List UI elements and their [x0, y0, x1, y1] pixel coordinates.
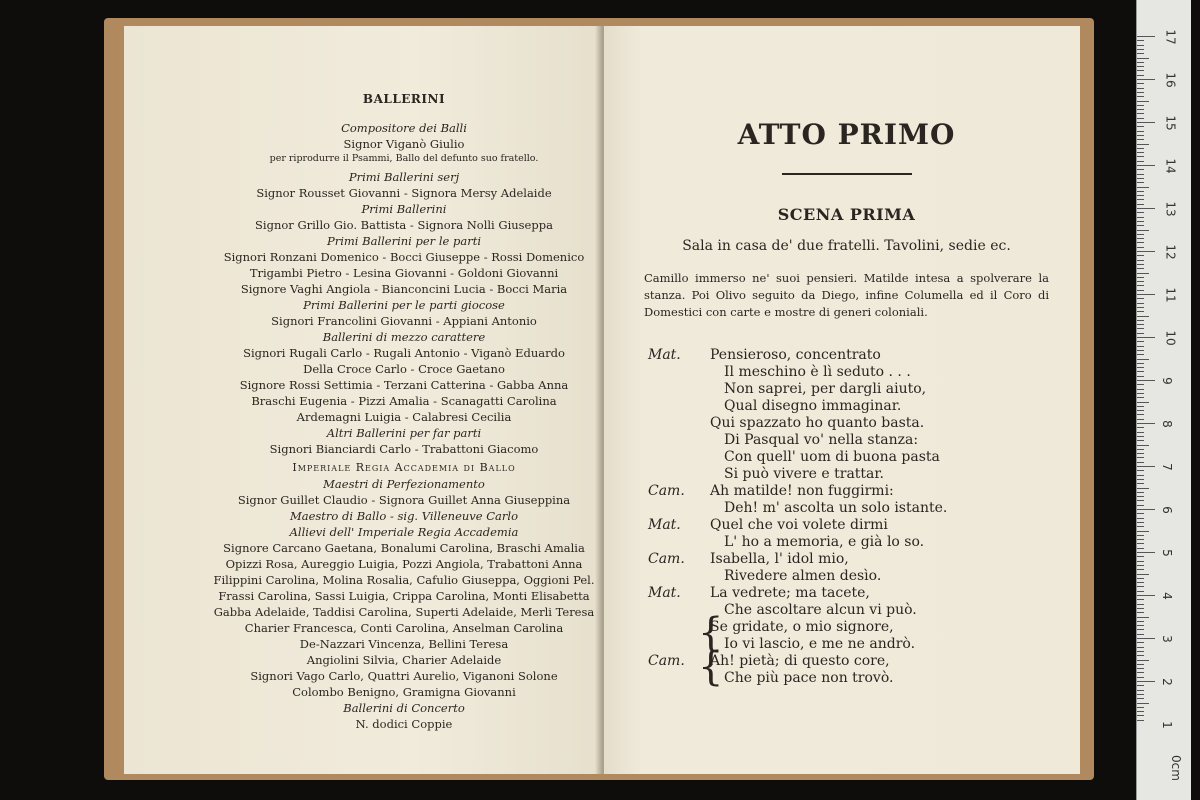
ruler-tick [1137, 311, 1144, 312]
ruler-tick [1137, 668, 1144, 669]
ruler-tick [1137, 518, 1144, 519]
ruler-tick [1137, 79, 1155, 80]
ruler-tick [1137, 711, 1144, 712]
ruler-tick [1137, 264, 1144, 265]
ruler-tick [1137, 608, 1144, 609]
ruler-tick [1137, 715, 1144, 716]
ruler-tick [1137, 260, 1144, 261]
verse-text: Pensieroso, concentrato [710, 347, 881, 363]
ruler-tick [1137, 578, 1144, 579]
ruler-tick [1137, 535, 1144, 536]
ruler-tick [1137, 591, 1144, 592]
ruler-tick [1137, 144, 1149, 145]
ruler-tick [1137, 539, 1144, 540]
ruler-tick [1137, 156, 1144, 157]
section-label: Primi Ballerini serj [348, 170, 460, 184]
ruler-tick [1137, 522, 1144, 523]
section-label: Compositore dei Balli [341, 121, 467, 135]
ruler-tick [1137, 367, 1144, 368]
ruler-number: 4 [1159, 592, 1174, 600]
scene-title: SCENA PRIMA [777, 205, 916, 224]
ruler-tick [1137, 75, 1144, 76]
ruler-tick [1137, 457, 1144, 458]
ruler-tick [1137, 531, 1149, 532]
ruler-tick [1137, 363, 1144, 364]
ruler-tick [1137, 208, 1155, 209]
verse-line [644, 449, 1049, 466]
ruler-number: 10 [1163, 330, 1178, 346]
ruler-tick [1137, 105, 1144, 106]
ruler-tick [1137, 509, 1155, 510]
speaker-label: Mat. [648, 517, 681, 533]
ruler-tick [1137, 70, 1144, 71]
ruler-tick [1137, 488, 1149, 489]
title-rule [782, 173, 912, 175]
ruler-tick [1137, 199, 1144, 200]
ruler-tick [1137, 290, 1144, 291]
ruler-tick [1137, 62, 1144, 63]
ruler-tick [1137, 230, 1149, 231]
verse-text: Isabella, l' idol mio, [710, 551, 849, 567]
ruler-tick [1137, 445, 1149, 446]
section-label: Altri Ballerini per far parti [326, 426, 482, 440]
speaker-label: Cam. [648, 551, 685, 567]
academy-heading: Imperiale Regia Accademia di Ballo [292, 461, 516, 474]
cast-line: Signori Rugali Carlo - Rugali Antonio - Viganò Eduardo [243, 346, 565, 360]
cast-line: Signor Viganò Giulio [343, 137, 465, 151]
ruler-tick [1137, 273, 1149, 274]
ruler-tick [1137, 625, 1144, 626]
verse-text: Se gridate, o mio signore, [710, 619, 894, 635]
ruler-tick [1137, 328, 1144, 329]
verse-line [644, 398, 1049, 415]
section-label: Primi Ballerini per le parti [326, 234, 481, 248]
ruler-tick [1137, 393, 1144, 394]
ruler-tick [1137, 466, 1155, 467]
verse-text: Il meschino è lì seduto . . . [724, 364, 911, 380]
ruler-tick [1137, 423, 1155, 424]
ruler-tick [1137, 681, 1155, 682]
ruler-tick [1137, 234, 1144, 235]
ruler-tick [1137, 651, 1144, 652]
ruler-tick [1137, 221, 1144, 222]
ruler-tick [1137, 604, 1144, 605]
measuring-ruler [1136, 0, 1191, 800]
ruler-tick [1137, 88, 1144, 89]
verse-text: Qui spazzato ho quanto basta. [710, 415, 925, 431]
ruler-tick [1137, 96, 1144, 97]
right-page [604, 26, 1080, 774]
ruler-number: 12 [1163, 244, 1178, 260]
ruler-tick [1137, 432, 1144, 433]
ruler-tick [1137, 109, 1144, 110]
verse-text: Non saprei, per dargli aiuto, [724, 381, 927, 397]
ruler-tick [1137, 36, 1155, 37]
stage-direction: Camillo immerso ne' suoi pensieri. Matilde intesa a spolverare la stanza. Poi Olivo seguito da Diego, infine Columella ed il Coro di Domestici con carte e mostre di generi coloniali. [644, 271, 1049, 319]
ruler-tick [1137, 462, 1144, 463]
ruler-tick [1137, 174, 1144, 175]
ruler-tick [1137, 281, 1144, 282]
left-page [124, 26, 608, 774]
ruler-tick [1137, 217, 1144, 218]
ruler-tick [1137, 187, 1149, 188]
ruler-tick [1137, 410, 1144, 411]
ruler-tick [1137, 677, 1144, 678]
ruler-number: 0cm [1168, 755, 1183, 781]
ruler-tick [1137, 595, 1155, 596]
verse-text: Ah matilde! non fuggirmi: [710, 483, 894, 499]
section-label: Ballerini di Concerto [343, 701, 465, 715]
ruler-tick [1137, 440, 1144, 441]
cast-line: N. dodici Coppie [355, 717, 453, 731]
ruler-tick [1137, 389, 1144, 390]
ruler-tick [1137, 255, 1144, 256]
cast-line: Signori Francolini Giovanni - Appiani Antonio [271, 314, 537, 328]
ruler-number: 7 [1159, 463, 1174, 471]
cast-line: Charier Francesca, Conti Carolina, Anselman Carolina [244, 621, 564, 635]
ruler-tick [1137, 397, 1144, 398]
ruler-number: 1 [1159, 721, 1174, 729]
section-label: Primi Ballerini per le parti giocose [303, 298, 505, 312]
ruler-tick [1137, 242, 1144, 243]
cast-line: Signori Bianciardi Carlo - Trabattoni Giacomo [269, 442, 539, 456]
ruler-tick [1137, 66, 1144, 67]
ruler-tick [1137, 492, 1144, 493]
ruler-tick [1137, 324, 1144, 325]
cast-line: Signor Rousset Giovanni - Signora Mersy Adelaide [256, 186, 552, 200]
brace-mark: { [698, 644, 724, 690]
ruler-tick [1137, 414, 1144, 415]
ruler-tick [1137, 402, 1149, 403]
ruler-tick [1137, 548, 1144, 549]
verse-text: Che più pace non trovò. [724, 670, 894, 686]
ruler-tick [1137, 586, 1144, 587]
verse-line [644, 415, 1049, 432]
cast-line: Ardemagni Luigia - Calabresi Cecilia [296, 410, 512, 424]
ruler-tick [1137, 178, 1144, 179]
ruler-number: 17 [1163, 29, 1178, 45]
ruler-tick [1137, 470, 1144, 471]
ruler-tick [1137, 642, 1144, 643]
ruler-tick [1137, 148, 1144, 149]
ruler-tick [1137, 268, 1144, 269]
ruler-tick [1137, 251, 1155, 252]
ruler-tick [1137, 655, 1144, 656]
ruler-tick [1137, 453, 1144, 454]
ruler-tick [1137, 131, 1144, 132]
ruler-tick [1137, 45, 1144, 46]
ruler-tick [1137, 83, 1144, 84]
ruler-tick [1137, 307, 1144, 308]
verse-text: L' ho a memoria, e già lo so. [724, 534, 925, 550]
brace-mark: { [698, 610, 724, 656]
ruler-tick [1137, 483, 1144, 484]
ruler-tick [1137, 599, 1144, 600]
ruler-tick [1137, 161, 1144, 162]
verse-line [644, 432, 1049, 449]
ruler-tick [1137, 694, 1144, 695]
ruler-tick [1137, 496, 1144, 497]
ruler-tick [1137, 672, 1144, 673]
ruler-tick [1137, 350, 1144, 351]
ruler-tick [1137, 113, 1144, 114]
ruler-number: 11 [1163, 287, 1178, 303]
ruler-tick [1137, 354, 1144, 355]
cast-line: Trigambi Pietro - Lesina Giovanni - Goldoni Giovanni [249, 266, 559, 280]
ruler-tick [1137, 419, 1144, 420]
ruler-tick [1137, 212, 1144, 213]
ruler-tick [1137, 316, 1149, 317]
ruler-tick [1137, 376, 1144, 377]
ruler-tick [1137, 406, 1144, 407]
ruler-tick [1137, 698, 1144, 699]
ruler-number: 8 [1159, 420, 1174, 428]
scene-setting: Sala in casa de' due fratelli. Tavolini, sedie ec. [682, 238, 1011, 254]
ruler-tick [1137, 380, 1155, 381]
verse-text: Si può vivere e trattar. [724, 466, 884, 482]
ruler-tick [1137, 384, 1144, 385]
verse-line [644, 568, 1049, 585]
ruler-tick [1137, 303, 1144, 304]
ruler-tick [1137, 565, 1144, 566]
ruler-tick [1137, 191, 1144, 192]
ruler-tick [1137, 561, 1144, 562]
ruler-tick [1137, 427, 1144, 428]
ruler-tick [1137, 513, 1144, 514]
ruler-tick [1137, 526, 1144, 527]
cast-line: Signore Carcano Gaetana, Bonalumi Carolina, Braschi Amalia [223, 541, 585, 555]
cast-line: Angiolini Silvia, Charier Adelaide [306, 653, 502, 667]
cast-line: Della Croce Carlo - Croce Gaetano [303, 362, 505, 376]
ruler-tick [1137, 449, 1144, 450]
verse-line [644, 466, 1049, 483]
ruler-number: 13 [1163, 201, 1178, 217]
ruler-tick [1137, 277, 1144, 278]
cast-line: Braschi Eugenia - Pizzi Amalia - Scanagatti Carolina [251, 394, 557, 408]
cast-line: Signori Vago Carlo, Quattri Aurelio, Viganoni Solone [250, 669, 558, 683]
ruler-tick [1137, 703, 1149, 704]
verse-line [644, 381, 1049, 398]
ruler-tick [1137, 285, 1144, 286]
ruler-tick [1137, 126, 1144, 127]
cast-line: Frassi Carolina, Sassi Luigia, Crippa Carolina, Monti Elisabetta [218, 589, 590, 603]
verse-line [644, 500, 1049, 517]
verse-text: Ah! pietà; di questo core, [710, 653, 890, 669]
verse-text: Con quell' uom di buona pasta [724, 449, 940, 465]
verse-line [644, 483, 1049, 500]
cast-line: Colombo Benigno, Gramigna Giovanni [292, 685, 516, 699]
ruler-tick [1137, 40, 1144, 41]
speaker-label: Mat. [648, 585, 681, 601]
left-page-text [194, 92, 614, 732]
ruler-tick [1137, 479, 1144, 480]
ruler-tick [1137, 135, 1144, 136]
verse-line [644, 551, 1049, 568]
ruler-tick [1137, 204, 1144, 205]
speaker-label: Cam. [648, 653, 685, 669]
verse-text: Io vi lascio, e me ne andrò. [724, 636, 916, 652]
ruler-tick [1137, 169, 1144, 170]
ruler-tick [1137, 569, 1144, 570]
cast-line: Signori Ronzani Domenico - Bocci Giuseppe - Rossi Domenico [223, 250, 585, 264]
verse-line [644, 364, 1049, 381]
section-label: Primi Ballerini [361, 202, 447, 216]
ruler-tick [1137, 294, 1155, 295]
ruler-tick [1137, 436, 1144, 437]
ruler-number: 14 [1163, 158, 1178, 174]
ruler-tick [1137, 49, 1144, 50]
ruler-tick [1137, 359, 1149, 360]
verse-line [644, 585, 1049, 602]
cast-line: Signor Grillo Gio. Battista - Signora Nolli Giuseppa [255, 218, 553, 232]
ruler-tick [1137, 621, 1144, 622]
ruler-tick [1137, 685, 1144, 686]
cast-line: Filippini Carolina, Molina Rosalia, Cafulio Giuseppa, Oggioni Pel. [213, 573, 595, 587]
verse-line [644, 517, 1049, 534]
ruler-tick [1137, 556, 1144, 557]
ruler-number: 16 [1163, 72, 1178, 88]
dialogue [644, 347, 1049, 690]
ruler-tick [1137, 238, 1144, 239]
ruler-tick [1137, 371, 1144, 372]
right-page-text [644, 118, 1049, 690]
verse-line [644, 534, 1049, 551]
ruler-tick [1137, 634, 1144, 635]
verse-text: Quel che voi volete dirmi [710, 517, 888, 533]
cast-line: Gabba Adelaide, Taddisi Carolina, Superti Adelaide, Merli Teresa [213, 605, 595, 619]
ruler-tick [1137, 690, 1144, 691]
verse-text: Di Pasqual vo' nella stanza: [724, 432, 919, 448]
ruler-tick [1137, 182, 1144, 183]
speaker-label: Mat. [648, 347, 681, 363]
ruler-tick [1137, 629, 1144, 630]
ruler-tick [1137, 617, 1149, 618]
ruler-tick [1137, 720, 1144, 721]
ruler-tick [1137, 92, 1144, 93]
ruler-tick [1137, 337, 1155, 338]
ruler-number: 3 [1159, 635, 1174, 643]
ruler-tick [1137, 707, 1144, 708]
section-label: Maestro di Ballo - sig. Villeneuve Carlo [289, 509, 519, 523]
ruler-tick [1137, 500, 1144, 501]
ruler-number: 5 [1159, 549, 1174, 557]
ruler-tick [1137, 543, 1144, 544]
section-label: Maestri di Perfezionamento [323, 477, 485, 491]
verse-text: Rivedere almen desìo. [724, 568, 882, 584]
ruler-tick [1137, 320, 1144, 321]
ruler-tick [1137, 333, 1144, 334]
verse-text: Qual disegno immaginar. [724, 398, 902, 414]
verse-line [644, 347, 1049, 364]
ruler-tick [1137, 505, 1144, 506]
cast-line: De-Nazzari Vincenza, Bellini Teresa [299, 637, 509, 651]
ruler-tick [1137, 152, 1144, 153]
ruler-tick [1137, 53, 1144, 54]
ruler-tick [1137, 341, 1144, 342]
verse-text: La vedrete; ma tacete, [710, 585, 870, 601]
ruler-tick [1137, 582, 1144, 583]
ruler-tick [1137, 225, 1144, 226]
section-label: Ballerini di mezzo carattere [322, 330, 486, 344]
verse-text: Che ascoltare alcun vi può. [724, 602, 917, 618]
ruler-number: 2 [1159, 678, 1174, 686]
ruler-tick [1137, 647, 1144, 648]
ruler-tick [1137, 118, 1144, 119]
ruler-tick [1137, 638, 1155, 639]
page-heading: BALLERINI [362, 92, 446, 106]
section-label: Allievi dell' Imperiale Regia Accademia [289, 525, 519, 539]
ruler-tick [1137, 101, 1149, 102]
ruler-tick [1137, 165, 1155, 166]
ruler-number: 15 [1163, 115, 1178, 131]
ruler-tick [1137, 58, 1149, 59]
ruler-number: 9 [1159, 377, 1174, 385]
verse-text: Deh! m' ascolta un solo istante. [724, 500, 948, 516]
cast-line: Signor Guillet Claudio - Signora Guillet Anna Giuseppina [237, 493, 571, 507]
ruler-tick [1137, 664, 1144, 665]
ruler-tick [1137, 195, 1144, 196]
ruler-tick [1137, 139, 1144, 140]
ruler-number: 6 [1159, 506, 1174, 514]
ruler-tick [1137, 122, 1155, 123]
ruler-tick [1137, 660, 1149, 661]
ruler-tick [1137, 475, 1144, 476]
cast-line: Opizzi Rosa, Aureggio Luigia, Pozzi Angiola, Trabattoni Anna [225, 557, 583, 571]
ruler-tick [1137, 612, 1144, 613]
ruler-tick [1137, 552, 1155, 553]
cast-line: per riprodurre il Psammi, Ballo del defunto suo fratello. [269, 153, 539, 164]
cast-line: Signore Vaghi Angiola - Bianconcini Lucia - Bocci Maria [240, 282, 568, 296]
speaker-label: Cam. [648, 483, 685, 499]
ruler-tick [1137, 247, 1144, 248]
ruler-tick [1137, 346, 1144, 347]
ruler-tick [1137, 298, 1144, 299]
cast-line: Signore Rossi Settimia - Terzani Catterina - Gabba Anna [239, 378, 569, 392]
act-title: ATTO PRIMO [737, 118, 956, 151]
ruler-tick [1137, 574, 1149, 575]
verse-line [644, 670, 1049, 687]
